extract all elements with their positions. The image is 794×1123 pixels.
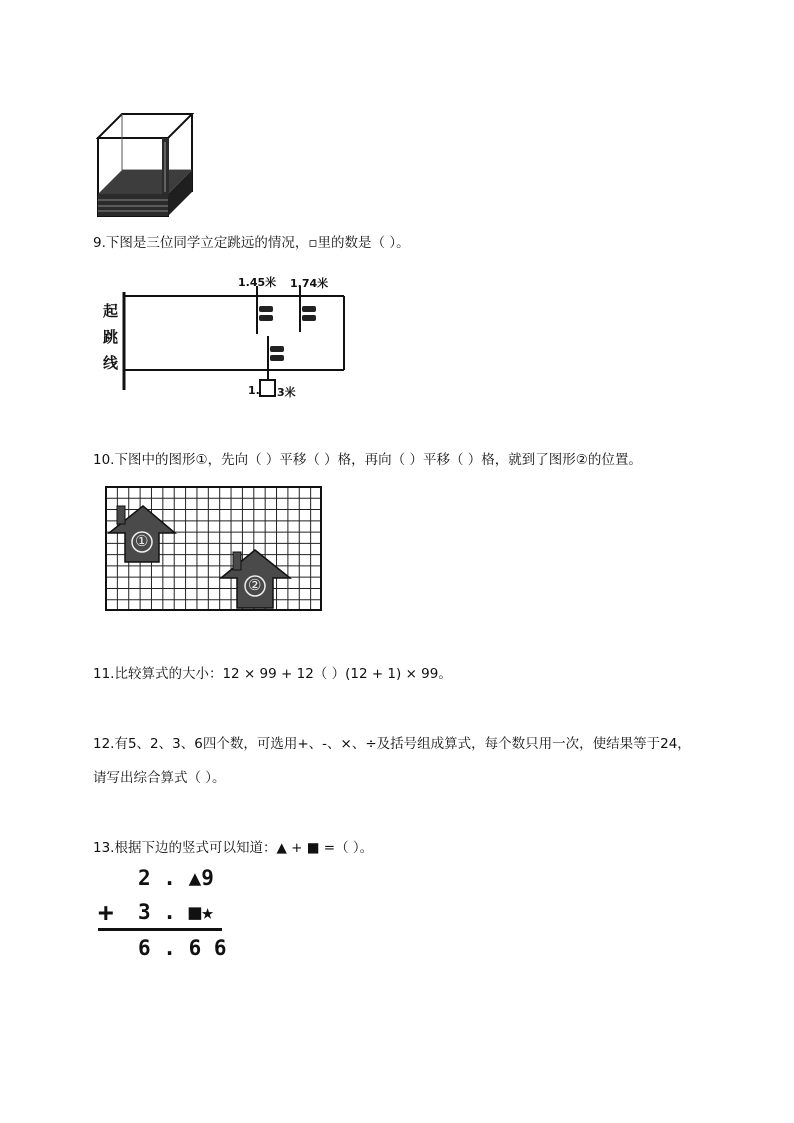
start-line-char: 线: [103, 354, 119, 372]
question-9-text: 9.下图是三位同学立定跳远的情况，▫里的数是（ ）。: [93, 235, 410, 251]
start-line-char: 跳: [103, 328, 119, 346]
shape-2-label: ②: [248, 576, 262, 594]
plus-sign: +: [98, 898, 114, 928]
translation-grid-figure: [105, 486, 323, 612]
question-12-line1: 12.有5、2、3、6四个数，可选用+、-、×、÷及括号组成算式，每个数只用一次，使结果等于24，: [93, 736, 691, 752]
jump-mark-c-prefix: 1.: [248, 384, 260, 397]
long-jump-figure: [100, 272, 350, 400]
shape-1-label: ①: [135, 532, 149, 550]
jump-mark-b-label: 1.74米: [290, 277, 329, 290]
question-11-text: 11.比较算式的大小：12 × 99 + 12（ ）(12 + 1) × 99。: [93, 666, 452, 682]
jump-mark-a-label: 1.45米: [238, 276, 277, 289]
glass-box-figure: [96, 110, 196, 220]
addend-2: 3 . ■★: [138, 900, 214, 924]
question-13-text: 13.根据下边的竖式可以知道：▲ + ■ =（ ）。: [93, 840, 374, 856]
question-12-line2: 请写出综合算式（ ）。: [93, 770, 226, 786]
vertical-addition-figure: [96, 866, 236, 966]
addend-1: 2 . ▲9: [138, 866, 214, 890]
sum: 6 . 6 6: [138, 936, 227, 960]
jump-mark-c-suffix: 3米: [277, 386, 296, 399]
question-10-text: 10.下图中的图形①，先向（ ）平移（ ）格，再向（ ）平移（ ）格，就到了图形②的位置。: [93, 452, 642, 468]
start-line-char: 起: [103, 302, 119, 320]
sum-line: [98, 928, 222, 931]
